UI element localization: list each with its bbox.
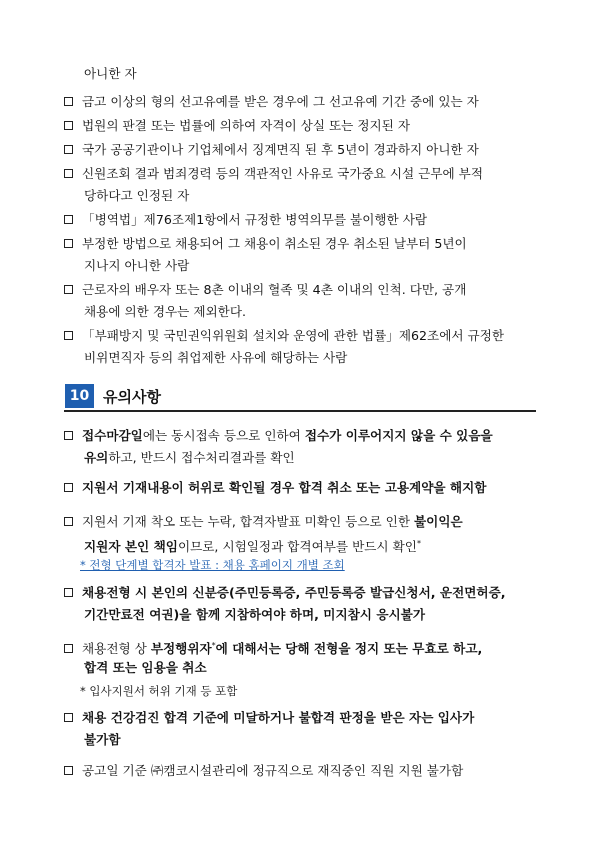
list-item-text: 신원조회 결과 범죄경력 등의 객관적인 사유로 국가중요 시설 근무에 부적 [82, 166, 483, 181]
notice-item-continuation: 기간만료전 여권)을 함께 지참하여야 하며, 미지참시 응시불가 [84, 607, 425, 622]
checkbox-bullet [64, 766, 73, 775]
list-item-text: 「부패방지 및 국민권익위원회 설치와 운영에 관한 법률」제62조에서 규정한 [82, 328, 505, 343]
emphasis-text: 지원자 본인 책임 [84, 539, 178, 555]
section-divider [64, 410, 536, 412]
list-item-text: 법원의 판결 또는 법률에 의하여 자격이 상실 또는 정지된 자 [82, 118, 411, 133]
notice-item-id-card [64, 585, 506, 601]
checkbox-bullet [64, 215, 73, 224]
notice-item-continuation [84, 450, 295, 466]
notice-item-continuation [84, 536, 421, 555]
checkbox-bullet [64, 97, 73, 106]
list-item [64, 166, 483, 182]
list-item [64, 94, 479, 110]
notice-item-current-employee [64, 763, 463, 779]
footnote-misconduct: * 입사지원서 허위 기재 등 포함 [80, 684, 238, 698]
list-item-text: 금고 이상의 형의 선고유예를 받은 경우에 그 선고유예 기간 중에 있는 자 [82, 94, 479, 109]
list-item-text: 근로자의 배우자 또는 8촌 이내의 혈족 및 4촌 이내의 인척. 다만, 공개 [82, 282, 467, 297]
list-item-text: 부정한 방법으로 채용되어 그 채용이 취소된 경우 취소된 날부터 5년이 [82, 236, 467, 251]
body-text: 공고일 기준 ㈜캠코시설관리에 정규직으로 재직중인 직원 지원 불가함 [82, 763, 464, 778]
notice-item-continuation: 불가함 [84, 732, 121, 747]
body-text: 에는 동시접속 등으로 인하여 [142, 428, 305, 443]
emphasis-text: 접수가 이루어지지 않을 수 있음을 [304, 428, 493, 443]
list-item [64, 212, 427, 228]
notice-item-deadline [64, 428, 493, 444]
checkbox-bullet [64, 517, 73, 526]
emphasis-text: 채용 건강검진 합격 기준에 미달하거나 불합격 판정을 받은 자는 입사가 [82, 710, 475, 725]
list-item [64, 328, 504, 344]
emphasis-text: 접수마감일 [82, 428, 143, 443]
footnote-text: * 전형 단계별 합격자 발표 : 채용 홈페이지 개별 조회 [80, 558, 345, 572]
notice-item-responsibility [64, 514, 463, 530]
checkbox-bullet [64, 169, 73, 178]
emphasis-text: 채용전형 시 본인의 신분증(주민등록증, 주민등록증 발급신청서, 운전면허증, [82, 585, 506, 600]
emphasis-text: 불이익은 [414, 514, 463, 529]
checkbox-bullet [64, 121, 73, 130]
checkbox-bullet [64, 483, 73, 492]
list-item [64, 118, 410, 134]
list-item [64, 142, 479, 158]
body-text: 이므로, 시험일정과 합격여부를 반드시 확인 [177, 539, 417, 555]
notice-item-health-check [64, 710, 474, 726]
body-text: 하고, 반드시 접수처리결과를 확인 [108, 450, 295, 465]
section-number: 10 [65, 384, 94, 408]
checkbox-bullet [64, 713, 73, 722]
body-text: 지원서 기재 착오 또는 누락, 합격자발표 미확인 등으로 인한 [82, 514, 415, 529]
emphasis-text: 부정행위자 [150, 641, 212, 657]
body-text: 채용전형 상 [82, 641, 151, 657]
emphasis-text: 에 대해서는 당해 전형을 정지 또는 무효로 하고, [215, 641, 483, 657]
list-item [64, 282, 466, 298]
footnote-announcement [80, 557, 345, 573]
checkbox-bullet [64, 285, 73, 294]
emphasis-text: 유의 [84, 450, 109, 465]
checkbox-bullet [64, 644, 73, 653]
list-item [64, 236, 467, 252]
checkbox-bullet [64, 588, 73, 597]
section-title: 유의사항 [103, 388, 161, 406]
list-item-continuation: 채용에 의한 경우는 제외한다. [84, 304, 246, 319]
list-item-text: 국가 공공기관이나 기업체에서 징계면직 된 후 5년이 경과하지 아니한 자 [82, 142, 479, 157]
checkbox-bullet [64, 239, 73, 248]
list-item-continuation: 비위면직자 등의 취업제한 사유에 해당하는 사람 [84, 350, 348, 365]
notice-item-misconduct [64, 638, 482, 657]
emphasis-text: 지원서 기재내용이 허위로 확인될 경우 합격 취소 또는 고용계약을 해지함 [82, 480, 487, 495]
checkbox-bullet [64, 145, 73, 154]
list-item-text: 「병역법」제76조제1항에서 규정한 병역의무를 불이행한 사람 [82, 212, 428, 227]
checkbox-bullet [64, 431, 73, 440]
list-item-continuation: 지나지 아니한 사람 [84, 258, 190, 273]
footnote-marker: * [211, 641, 216, 650]
list-item-continuation: 당하다고 인정된 자 [84, 188, 190, 203]
notice-item-false-info [64, 480, 486, 496]
list-item-continuation: 아니한 자 [84, 66, 137, 81]
checkbox-bullet [64, 331, 73, 340]
footnote-marker: * [416, 539, 421, 548]
notice-item-continuation: 합격 또는 임용을 취소 [84, 660, 207, 675]
